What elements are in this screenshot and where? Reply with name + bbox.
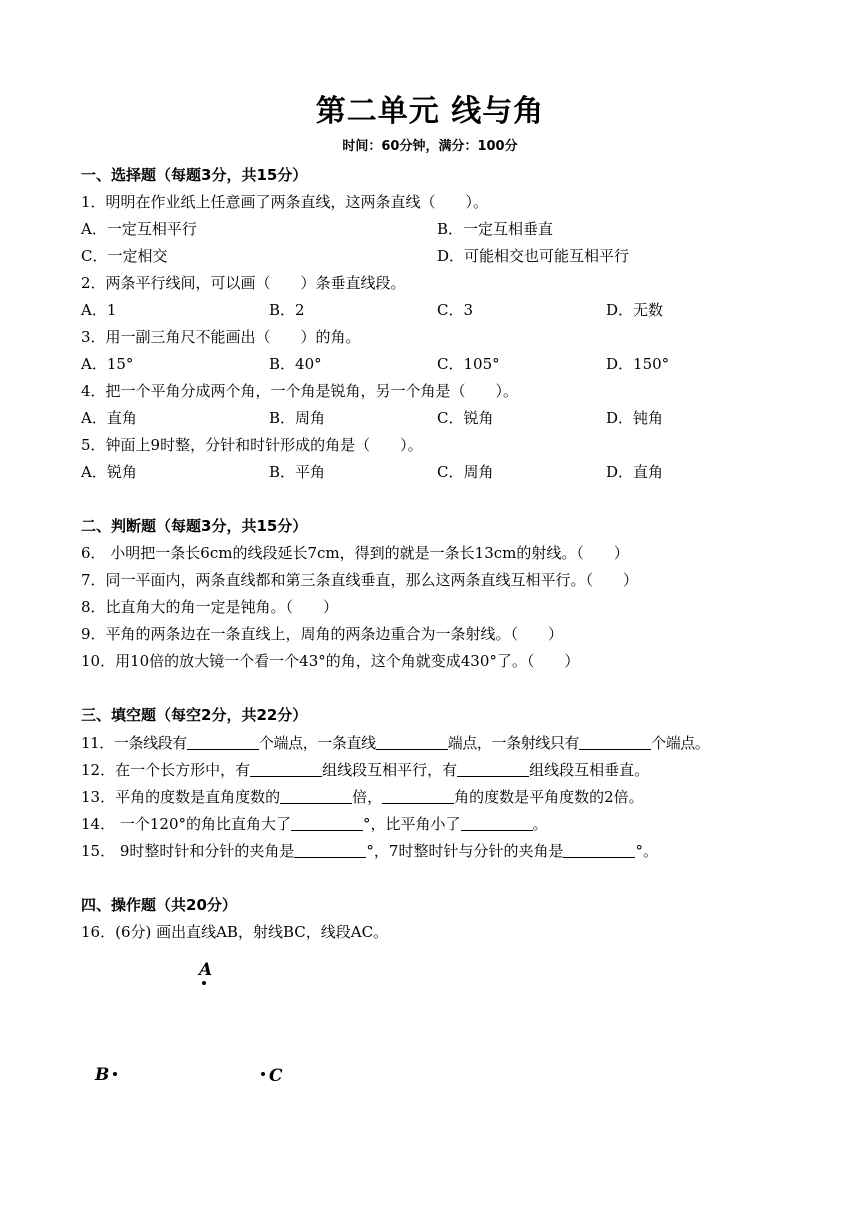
question-12 [81, 760, 649, 780]
q13-text-3: 角的度数是平角度数的2倍。 [454, 788, 644, 806]
q14-text-1: 14． 一个120°的角比直角大了 [81, 815, 291, 833]
q4-option-b: B．周角 [269, 409, 326, 427]
q5-option-a: A．锐角 [81, 463, 137, 481]
answer-blank[interactable] [291, 816, 363, 831]
q1-option-a: A．一定互相平行 [81, 220, 197, 238]
q14-text-3: 。 [532, 815, 548, 833]
question-7: 7．同一平面内，两条直线都和第三条直线垂直，那么这两条直线互相平行。（ ） [81, 571, 639, 589]
q11-text-2: 个端点，一条直线 [258, 734, 376, 752]
q3-option-a: A．15° [81, 355, 134, 373]
question-2-stem: 2．两条平行线间，可以画（ ）条垂直线段。 [81, 274, 406, 292]
question-1-stem: 1．明明在作业纸上任意画了两条直线，这两条直线（ ）。 [81, 193, 489, 211]
point-c-label: C [269, 1066, 283, 1086]
page-subtitle: 时间：60分钟，满分：100分 [342, 139, 518, 154]
question-14 [81, 814, 548, 834]
q3-option-d: D．150° [606, 355, 670, 373]
question-16: 16．(6分) 画出直线AB，射线BC，线段AC。 [81, 923, 389, 941]
question-5-stem: 5．钟面上9时整，分针和时针形成的角是（ ）。 [81, 436, 423, 454]
answer-blank[interactable] [461, 816, 533, 831]
q3-option-c: C．105° [437, 355, 500, 373]
answer-blank[interactable] [280, 789, 352, 804]
q13-text-1: 13．平角的度数是直角度数的 [81, 788, 281, 806]
q15-text-1: 15． 9时整时针和分针的夹角是 [81, 842, 295, 860]
question-10: 10．用10倍的放大镜一个看一个43°的角，这个角就变成430°了。（ ） [81, 652, 580, 670]
point-b-dot [113, 1072, 117, 1076]
section-heading-fill-in: 三、填空题（每空2分，共22分） [81, 706, 308, 724]
q11-text-4: 个端点。 [651, 734, 710, 752]
point-b-label: B [95, 1065, 110, 1085]
question-9: 9．平角的两条边在一条直线上，周角的两条边重合为一条射线。（ ） [81, 625, 564, 643]
q12-text-1: 12．在一个长方形中，有 [81, 761, 251, 779]
q4-option-c: C．锐角 [437, 409, 494, 427]
answer-blank[interactable] [579, 735, 651, 750]
q4-option-d: D．钝角 [606, 409, 664, 427]
section-heading-choice: 一、选择题（每题3分，共15分） [81, 166, 308, 184]
section-heading-judgement: 二、判断题（每题3分，共15分） [81, 517, 308, 535]
question-6: 6． 小明把一条长6cm的线段延长7cm，得到的就是一条长13cm的射线。（ ） [81, 544, 629, 562]
answer-blank[interactable] [376, 735, 448, 750]
page-title: 第二单元 线与角 [315, 94, 545, 129]
q15-text-2: °，7时整时针与分针的夹角是 [366, 842, 564, 860]
question-4-stem: 4．把一个平角分成两个角，一个角是锐角，另一个角是（ ）。 [81, 382, 519, 400]
q1-option-b: B．一定互相垂直 [437, 220, 554, 238]
q2-option-c: C．3 [437, 301, 474, 319]
answer-blank[interactable] [457, 762, 529, 777]
q11-text-1: 11．一条线段有 [81, 734, 187, 752]
question-8: 8．比直角大的角一定是钝角。（ ） [81, 598, 339, 616]
answer-blank[interactable] [563, 843, 635, 858]
q5-option-d: D．直角 [606, 463, 664, 481]
answer-blank[interactable] [382, 789, 454, 804]
q3-option-b: B．40° [269, 355, 322, 373]
point-a-dot [202, 981, 206, 985]
q5-option-b: B．平角 [269, 463, 326, 481]
question-11 [81, 733, 710, 753]
q4-option-a: A．直角 [81, 409, 137, 427]
q12-text-2: 组线段互相平行，有 [322, 761, 458, 779]
q1-option-d: D．可能相交也可能互相平行 [437, 247, 630, 265]
answer-blank[interactable] [250, 762, 322, 777]
answer-blank[interactable] [187, 735, 259, 750]
point-c-dot [261, 1072, 265, 1076]
section-heading-operation: 四、操作题（共20分） [81, 896, 237, 914]
q14-text-2: °，比平角小了 [363, 815, 461, 833]
q12-text-3: 组线段互相垂直。 [529, 761, 650, 779]
q15-text-3: °。 [635, 842, 658, 860]
q1-option-c: C．一定相交 [81, 247, 168, 265]
question-13 [81, 787, 644, 807]
q11-text-3: 端点，一条射线只有 [447, 734, 580, 752]
q2-option-b: B．2 [269, 301, 305, 319]
answer-blank[interactable] [294, 843, 366, 858]
point-a-label: A [199, 960, 213, 980]
q2-option-a: A．1 [81, 301, 117, 319]
q2-option-d: D．无数 [606, 301, 664, 319]
question-15 [81, 841, 658, 861]
question-3-stem: 3．用一副三角尺不能画出（ ）的角。 [81, 328, 361, 346]
q13-text-2: 倍， [352, 788, 383, 806]
q5-option-c: C．周角 [437, 463, 494, 481]
